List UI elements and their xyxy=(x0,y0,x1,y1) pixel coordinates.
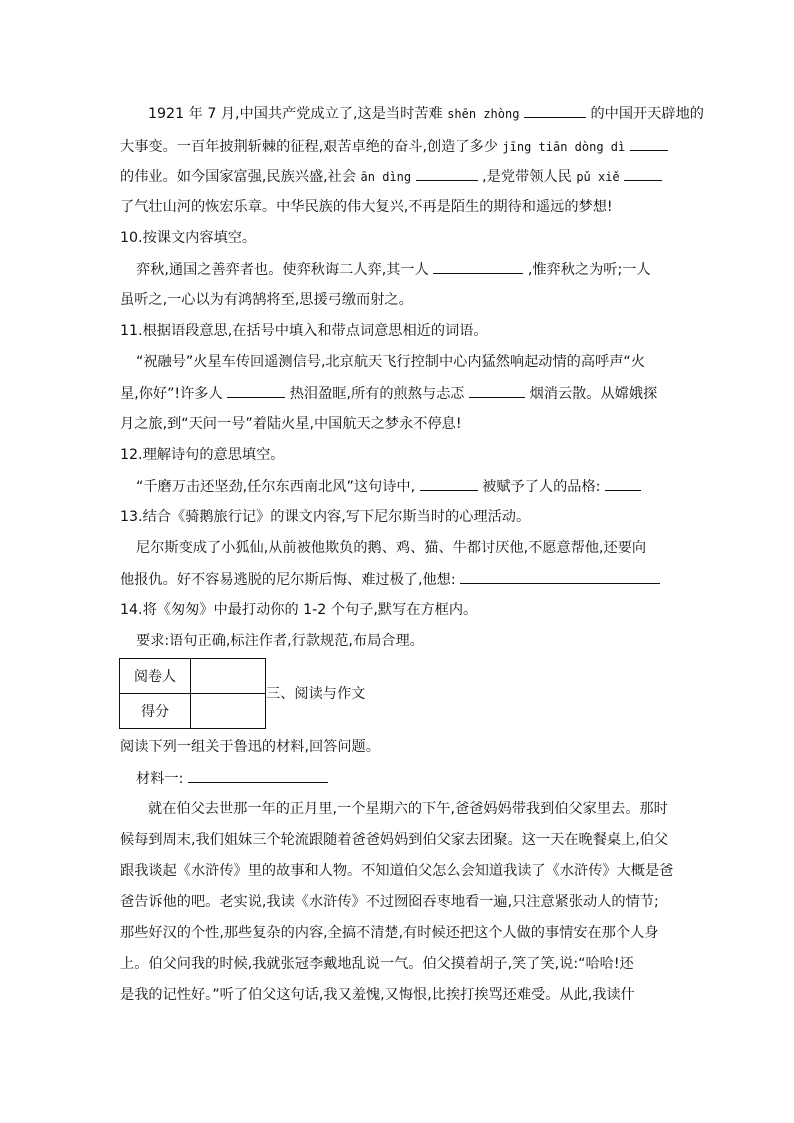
score-table xyxy=(119,658,266,729)
score-cell[interactable] xyxy=(191,694,266,729)
q11-title: 11.根据语段意思,在括号中填入和带点词意思相近的词语。 xyxy=(120,323,488,339)
answer-blank[interactable] xyxy=(433,259,523,274)
passage-text: 弈秋,通国之善弈者也。使弈秋诲二人弈,其一人 xyxy=(136,262,429,278)
passage-text: 热泪盈眶,所有的煎熬与忐忑 xyxy=(289,386,465,402)
answer-blank[interactable] xyxy=(624,166,662,181)
answer-blank[interactable] xyxy=(416,166,478,181)
section-heading: 三、阅读与作文 xyxy=(266,686,366,702)
passage-line-1 xyxy=(148,103,708,124)
answer-blank[interactable] xyxy=(460,569,660,584)
answer-blank[interactable] xyxy=(469,383,525,398)
answer-blank[interactable] xyxy=(524,103,586,118)
passage-line-4 xyxy=(120,197,680,217)
q11-line-2 xyxy=(120,383,680,404)
reading-line-4: 爸告诉他的吧。老实说,我读《水浒传》不过囫囵吞枣地看一遍,只注意紧张动人的情节; xyxy=(120,894,659,910)
passage-text: ,惟弈秋之为听;一人 xyxy=(527,262,651,278)
q13-line-2 xyxy=(120,569,680,590)
passage-text: “千磨万击还坚劲,任尔东西南北风”这句诗中, xyxy=(136,479,416,495)
q10-line-1 xyxy=(136,259,696,280)
passage-line-2 xyxy=(120,136,680,157)
q10-line-2: 虽听之,一心以为有鸿鹄将至,思援弓缴而射之。 xyxy=(120,292,413,308)
reading-line-2: 候每到周末,我们姐妹三个轮流跟随着爸爸妈妈到伯父家去团聚。这一天在晚餐桌上,伯父 xyxy=(120,832,669,848)
passage-text: 的中国开天辟地的 xyxy=(590,106,704,122)
reading-line-6: 上。伯父问我的时候,我就张冠李戴地乱说一气。伯父摸着胡子,笑了笑,说:“哈哈!还 xyxy=(120,956,634,972)
q11-line-3: 月之旅,到“天问一号”着陆火星,中国航天之梦永不停息! xyxy=(120,416,462,432)
reading-line-1: 就在伯父去世那一年的正月里,一个星期六的下午,爸爸妈妈带我到伯父家里去。那时 xyxy=(148,801,668,817)
reading-intro: 阅读下列一组关于鲁迅的材料,回答问题。 xyxy=(120,739,380,755)
passage-text: 了气壮山河的恢宏乐章。中华民族的伟大复兴,不再是陌生的期待和遥远的梦想! xyxy=(120,199,613,215)
answer-blank[interactable] xyxy=(605,476,641,491)
passage-text: 星,你好”!许多人 xyxy=(120,386,223,402)
reviewer-label: 阅卷人 xyxy=(120,659,191,694)
reading-line-5: 那些好汉的个性,那些复杂的内容,全搞不清楚,有时候还把这个人做的事情安在那个人身 xyxy=(120,925,659,941)
passage-text: 材料一: xyxy=(136,771,184,787)
answer-blank[interactable] xyxy=(227,383,285,398)
pinyin-prompt: jīng tiān dòng dì xyxy=(502,140,626,154)
material-1-label xyxy=(136,768,696,789)
pinyin-prompt: pǔ xiě xyxy=(576,170,620,184)
passage-text: 1921 年 7 月,中国共产党成立了,这是当时苦难 xyxy=(148,106,443,122)
q14-title: 14.将《匆匆》中最打动你的 1-2 个句子,默写在方框内。 xyxy=(120,602,478,618)
q13-line-1: 尼尔斯变成了小狐仙,从前被他欺负的鹅、鸡、猫、牛都讨厌他,不愿意帮他,还要向 xyxy=(136,540,647,556)
score-label: 得分 xyxy=(120,694,191,729)
pinyin-prompt: shēn zhòng xyxy=(447,107,520,121)
reading-line-7: 是我的记性好。”听了伯父这句话,我又羞愧,又悔恨,比挨打挨骂还难受。从此,我读什 xyxy=(120,987,635,1003)
reviewer-cell[interactable] xyxy=(191,659,266,694)
q11-line-1: “祝融号”火星车传回遥测信号,北京航天飞行控制中心内猛然响起动情的高呼声“火 xyxy=(136,354,645,370)
q12-title: 12.理解诗句的意思填空。 xyxy=(120,447,285,463)
passage-text: 被赋予了人的品格: xyxy=(482,479,601,495)
passage-text: 他报仇。好不容易逃脱的尼尔斯后悔、难过极了,他想: xyxy=(120,572,456,588)
passage-text: 大事变。一百年披荆斩棘的征程,艰苦卓绝的奋斗,创造了多少 xyxy=(120,139,498,155)
answer-blank[interactable] xyxy=(630,136,668,151)
answer-blank[interactable] xyxy=(188,768,328,783)
answer-blank[interactable] xyxy=(420,476,478,491)
pinyin-prompt: ān dìng xyxy=(360,170,412,184)
q13-title: 13.结合《骑鹅旅行记》的课文内容,写下尼尔斯当时的心理活动。 xyxy=(120,509,531,525)
reading-line-3: 跟我谈起《水浒传》里的故事和人物。不知道伯父怎么会知道我读了《水浒传》大概是爸 xyxy=(120,863,674,879)
q12-line-1 xyxy=(136,476,696,497)
q14-requirement: 要求:语句正确,标注作者,行款规范,布局合理。 xyxy=(136,633,424,649)
q10-title: 10.按课文内容填空。 xyxy=(120,230,257,246)
passage-text: 的伟业。如今国家富强,民族兴盛,社会 xyxy=(120,169,357,185)
passage-text: 烟消云散。从嫦娥探 xyxy=(529,386,658,402)
passage-text: ,是党带领人民 xyxy=(482,169,572,185)
passage-line-3 xyxy=(120,166,680,187)
